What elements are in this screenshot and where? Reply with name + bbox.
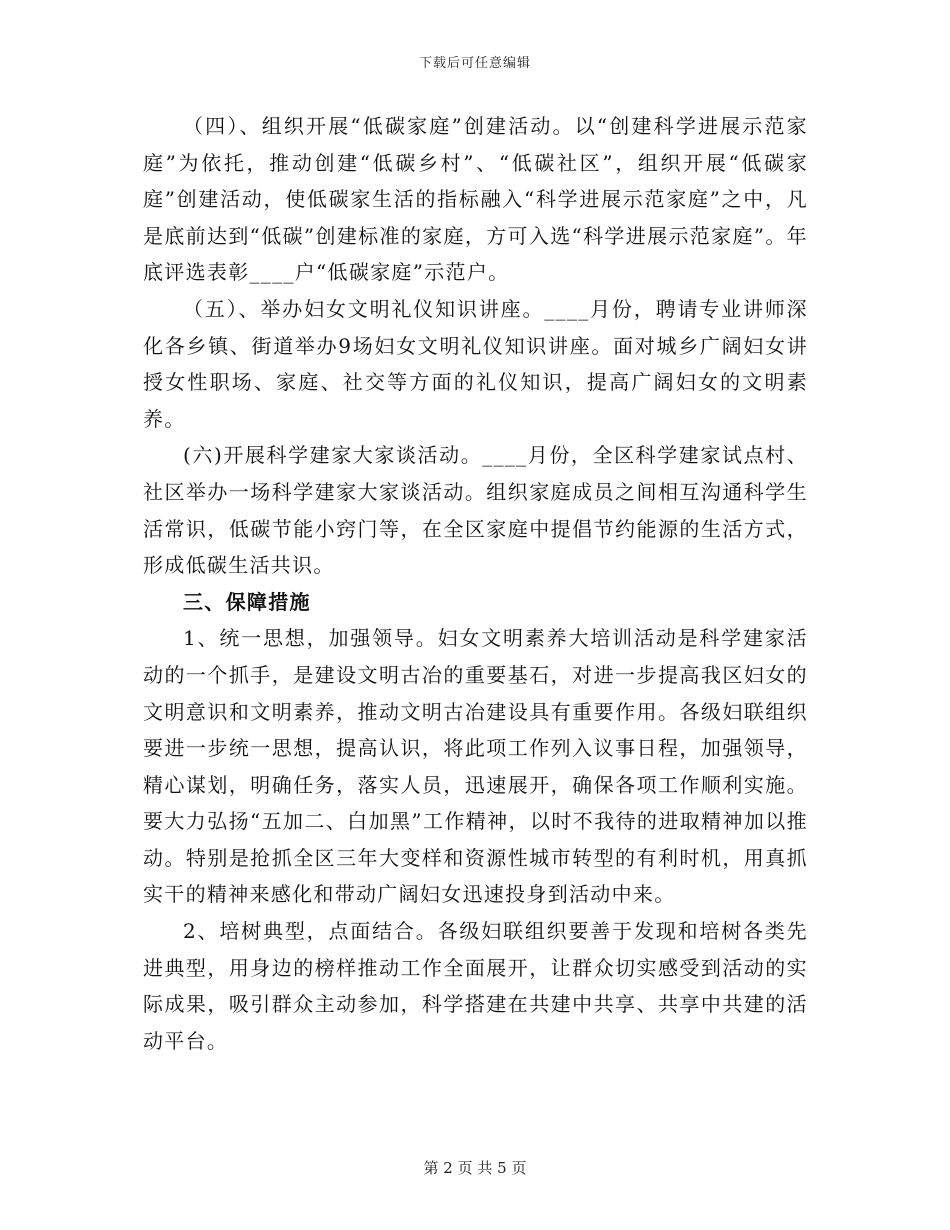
section-heading-safeguards: 三、保障措施: [183, 589, 311, 614]
page-header: 下载后可任意编辑: [418, 56, 531, 71]
paragraph-low-carbon-family: （四）、组织开展“低碳家庭”创建活动。以“创建科学进展示范家庭”为依托，推动创建“低碳乡村”、“低碳社区”，组织开展“低碳家庭”创建活动，使低碳家生活的指标融入“科学进展示范家庭”之中，凡是底前达到“低碳”创建标准的家庭，方可入选“科学进展示范家庭”。年底评选表彰____户“低碳家庭”示范户。: [143, 114, 808, 285]
document-body: [143, 108, 808, 1059]
paragraph-family-talk: (六)开展科学建家大家谈活动。____月份，全区科学建家试点村、社区举办一场科学建家大家谈活动。组织家庭成员之间相互沟通科学生活常识，低碳节能小窍门等，在全区家庭中提倡节约能源的生活方式，形成低碳生活共识。: [143, 443, 808, 578]
page-number: 第 2 页 共 5 页: [423, 1159, 527, 1177]
paragraph-unify-thinking: 1、统一思想，加强领导。妇女文明素养大培训活动是科学建家活动的一个抓手，是建设文明古冶的重要基石，对进一步提高我区妇女的文明意识和文明素养，推动文明古冶建设具有重要作用。各级妇联组织要进一步统一思想，提高认识，将此项工作列入议事日程，加强领导，精心谋划，明确任务，落实人员，迅速展开，确保各项工作顺利实施。要大力弘扬“五加二、白加黑”工作精神，以时不我待的进取精神加以推动。特别是抢抓全区三年大变样和资源性城市转型的有利时机，用真抓实干的精神来感化和带动广阔妇女迅速投身到活动中来。: [143, 626, 808, 907]
paragraph-cultivate-models: 2、培树典型，点面结合。各级妇联组织要善于发现和培树各类先进典型，用身边的榜样推动工作全面展开，让群众切实感受到活动的实际成果，吸引群众主动参加，科学搭建在共建中共享、共享中共建的活动平台。: [143, 919, 808, 1053]
paragraph-etiquette-lecture: （五）、举办妇女文明礼仪知识讲座。____月份，聘请专业讲师深化各乡镇、街道举办9场妇女文明礼仪知识讲座。面对城乡广阔妇女讲授女性职场、家庭、社交等方面的礼仪知识，提高广阔妇女的文明素养。: [143, 296, 808, 431]
